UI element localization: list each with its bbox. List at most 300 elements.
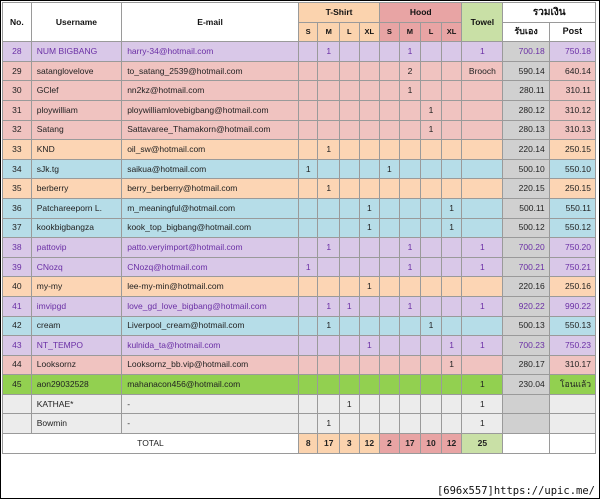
row-total-post: 250.16 xyxy=(549,277,595,297)
row-tshirt-s xyxy=(298,238,318,258)
header-tshirt: T-Shirt xyxy=(298,3,379,23)
row-number: 33 xyxy=(3,140,32,160)
hood-size-m: M xyxy=(399,22,421,42)
row-total-self xyxy=(503,394,549,414)
row-email: oil_sw@hotmail.com xyxy=(122,140,299,160)
row-tshirt-xl xyxy=(359,296,380,316)
row-hood-l xyxy=(421,238,442,258)
total-tshirt-l: 3 xyxy=(340,434,360,454)
row-tshirt-l xyxy=(340,81,360,101)
row-tshirt-m: 1 xyxy=(318,414,340,434)
row-number: 42 xyxy=(3,316,32,336)
row-towel xyxy=(462,277,503,297)
row-tshirt-l xyxy=(340,218,360,238)
row-total-post: 250.15 xyxy=(549,179,595,199)
row-total-self: 220.14 xyxy=(503,140,549,160)
tshirt-size-xl: XL xyxy=(359,22,380,42)
row-hood-xl: 1 xyxy=(441,355,462,375)
row-tshirt-xl xyxy=(359,316,380,336)
row-tshirt-m xyxy=(318,355,340,375)
row-tshirt-s xyxy=(298,316,318,336)
row-tshirt-m xyxy=(318,61,340,81)
row-total-post: 750.18 xyxy=(549,42,595,62)
row-hood-xl xyxy=(441,296,462,316)
row-number: 41 xyxy=(3,296,32,316)
table-body xyxy=(3,42,596,434)
row-hood-l xyxy=(421,140,442,160)
row-total-self: 500.11 xyxy=(503,198,549,218)
row-hood-xl xyxy=(441,61,462,81)
row-hood-l xyxy=(421,414,442,434)
row-tshirt-xl xyxy=(359,61,380,81)
row-email: Looksornz_bb.vip@hotmail.com xyxy=(122,355,299,375)
row-hood-s xyxy=(380,355,400,375)
row-username: CNozq xyxy=(31,257,121,277)
row-hood-m: 1 xyxy=(399,257,421,277)
row-hood-xl xyxy=(441,375,462,395)
row-total-self: 280.11 xyxy=(503,81,549,101)
row-number: 32 xyxy=(3,120,32,140)
row-number: 43 xyxy=(3,336,32,356)
table-row xyxy=(3,336,596,356)
row-username: pattovip xyxy=(31,238,121,258)
row-hood-l xyxy=(421,61,442,81)
row-towel xyxy=(462,140,503,160)
row-hood-s xyxy=(380,277,400,297)
header-towel: Towel xyxy=(462,3,503,42)
row-towel xyxy=(462,198,503,218)
row-tshirt-xl: 1 xyxy=(359,336,380,356)
row-username: Patchareeporn L. xyxy=(31,198,121,218)
row-number: 38 xyxy=(3,238,32,258)
row-number: 31 xyxy=(3,100,32,120)
row-hood-l: 1 xyxy=(421,316,442,336)
row-hood-l xyxy=(421,81,442,101)
row-total-post: 750.20 xyxy=(549,238,595,258)
row-email: kulnida_ta@hotmail.com xyxy=(122,336,299,356)
row-total-post: 550.12 xyxy=(549,218,595,238)
row-hood-l xyxy=(421,296,442,316)
row-towel: Brooch xyxy=(462,61,503,81)
total-empty-post xyxy=(549,434,595,454)
row-tshirt-l xyxy=(340,42,360,62)
header-post: Post xyxy=(549,22,595,42)
row-tshirt-xl xyxy=(359,81,380,101)
header-no: No. xyxy=(3,3,32,42)
table-row xyxy=(3,100,596,120)
row-hood-s xyxy=(380,414,400,434)
row-total-self xyxy=(503,414,549,434)
row-number: 45 xyxy=(3,375,32,395)
row-username: KATHAE* xyxy=(31,394,121,414)
row-tshirt-m xyxy=(318,257,340,277)
row-hood-s xyxy=(380,238,400,258)
row-tshirt-m xyxy=(318,100,340,120)
row-tshirt-l xyxy=(340,198,360,218)
row-total-post: 310.11 xyxy=(549,81,595,101)
row-hood-s xyxy=(380,296,400,316)
header-username: Username xyxy=(31,3,121,42)
row-hood-m xyxy=(399,277,421,297)
row-total-post: โอนแล้ว xyxy=(549,375,595,395)
row-email: saikua@hotmail.com xyxy=(122,159,299,179)
row-hood-m xyxy=(399,316,421,336)
row-username: cream xyxy=(31,316,121,336)
row-tshirt-l xyxy=(340,61,360,81)
totals-row xyxy=(3,434,596,454)
row-hood-m xyxy=(399,355,421,375)
row-username: Satang xyxy=(31,120,121,140)
row-hood-s xyxy=(380,394,400,414)
row-total-self: 700.21 xyxy=(503,257,549,277)
row-total-self: 280.12 xyxy=(503,100,549,120)
row-hood-xl xyxy=(441,394,462,414)
row-hood-s xyxy=(380,179,400,199)
row-username: imvipgd xyxy=(31,296,121,316)
header-receive-self: รับเอง xyxy=(503,22,549,42)
row-tshirt-s xyxy=(298,120,318,140)
row-total-post: 310.13 xyxy=(549,120,595,140)
row-tshirt-m xyxy=(318,198,340,218)
row-email: kook_top_bigbang@hotmail.com xyxy=(122,218,299,238)
row-tshirt-xl: 1 xyxy=(359,198,380,218)
table-row xyxy=(3,296,596,316)
row-hood-xl xyxy=(441,120,462,140)
row-total-post: 750.21 xyxy=(549,257,595,277)
row-hood-xl xyxy=(441,179,462,199)
row-number: 35 xyxy=(3,179,32,199)
row-email: lee-my-min@hotmail.com xyxy=(122,277,299,297)
row-tshirt-s: 1 xyxy=(298,159,318,179)
row-hood-s xyxy=(380,336,400,356)
row-tshirt-s xyxy=(298,355,318,375)
table-row xyxy=(3,140,596,160)
row-tshirt-l xyxy=(340,179,360,199)
row-hood-m xyxy=(399,375,421,395)
row-total-post: 640.14 xyxy=(549,61,595,81)
row-number xyxy=(3,414,32,434)
row-tshirt-xl xyxy=(359,414,380,434)
row-tshirt-xl xyxy=(359,257,380,277)
table-row xyxy=(3,355,596,375)
row-number: 39 xyxy=(3,257,32,277)
row-hood-l xyxy=(421,375,442,395)
table-row xyxy=(3,414,596,434)
table-header xyxy=(3,3,596,42)
tshirt-size-s: S xyxy=(298,22,318,42)
row-username: GClef xyxy=(31,81,121,101)
row-total-self: 220.15 xyxy=(503,179,549,199)
row-total-post: 550.13 xyxy=(549,316,595,336)
row-hood-m xyxy=(399,179,421,199)
total-tshirt-xl: 12 xyxy=(359,434,380,454)
row-hood-l xyxy=(421,218,442,238)
row-hood-xl xyxy=(441,42,462,62)
row-tshirt-s xyxy=(298,140,318,160)
row-email: ploywilliamlovebigbang@hotmail.com xyxy=(122,100,299,120)
row-hood-l xyxy=(421,159,442,179)
row-email: CNozq@hotmail.com xyxy=(122,257,299,277)
row-username: sJk.tg xyxy=(31,159,121,179)
row-towel xyxy=(462,81,503,101)
row-email: Sattavaree_Thamakorn@hotmail.com xyxy=(122,120,299,140)
row-hood-s xyxy=(380,198,400,218)
row-tshirt-s xyxy=(298,61,318,81)
row-tshirt-xl xyxy=(359,394,380,414)
row-hood-s xyxy=(380,42,400,62)
row-number xyxy=(3,394,32,414)
row-username: ploywilliam xyxy=(31,100,121,120)
row-tshirt-m: 1 xyxy=(318,296,340,316)
row-username: my-my xyxy=(31,277,121,297)
row-email: nn2kz@hotmail.com xyxy=(122,81,299,101)
row-total-self: 700.23 xyxy=(503,336,549,356)
watermark: [696x557]https://upic.me/ xyxy=(436,485,595,497)
row-hood-l xyxy=(421,257,442,277)
row-hood-m xyxy=(399,120,421,140)
row-hood-s: 1 xyxy=(380,159,400,179)
row-hood-l xyxy=(421,42,442,62)
tshirt-size-m: M xyxy=(318,22,340,42)
row-tshirt-l xyxy=(340,414,360,434)
row-total-self: 700.18 xyxy=(503,42,549,62)
hood-size-l: L xyxy=(421,22,442,42)
row-username: NUM BIGBANG xyxy=(31,42,121,62)
row-hood-s xyxy=(380,218,400,238)
header-hood: Hood xyxy=(380,3,462,23)
row-hood-m xyxy=(399,159,421,179)
row-total-post: 550.11 xyxy=(549,198,595,218)
row-tshirt-m xyxy=(318,159,340,179)
row-hood-xl xyxy=(441,238,462,258)
row-hood-xl xyxy=(441,414,462,434)
row-email: m_meaningful@hotmail.com xyxy=(122,198,299,218)
row-tshirt-l xyxy=(340,159,360,179)
row-username: aon29032528 xyxy=(31,375,121,395)
row-hood-xl xyxy=(441,316,462,336)
row-hood-m: 1 xyxy=(399,81,421,101)
row-number: 29 xyxy=(3,61,32,81)
table-row xyxy=(3,316,596,336)
row-hood-m xyxy=(399,414,421,434)
row-number: 44 xyxy=(3,355,32,375)
row-hood-l: 1 xyxy=(421,120,442,140)
row-hood-s xyxy=(380,140,400,160)
row-towel: 1 xyxy=(462,257,503,277)
row-towel xyxy=(462,218,503,238)
row-tshirt-m xyxy=(318,375,340,395)
total-tshirt-m: 17 xyxy=(318,434,340,454)
table-row xyxy=(3,179,596,199)
row-total-self: 500.10 xyxy=(503,159,549,179)
row-tshirt-m xyxy=(318,218,340,238)
row-total-post: 750.23 xyxy=(549,336,595,356)
tshirt-size-l: L xyxy=(340,22,360,42)
row-username: Bowmin xyxy=(31,414,121,434)
row-hood-m xyxy=(399,394,421,414)
row-hood-m: 2 xyxy=(399,61,421,81)
row-tshirt-m: 1 xyxy=(318,238,340,258)
total-empty-self xyxy=(503,434,549,454)
row-hood-l xyxy=(421,277,442,297)
totals-label: TOTAL xyxy=(3,434,299,454)
row-tshirt-s xyxy=(298,336,318,356)
row-hood-l: 1 xyxy=(421,100,442,120)
row-towel: 1 xyxy=(462,414,503,434)
total-hood-m: 17 xyxy=(399,434,421,454)
hood-size-xl: XL xyxy=(441,22,462,42)
row-tshirt-s xyxy=(298,198,318,218)
row-tshirt-xl xyxy=(359,140,380,160)
row-towel: 1 xyxy=(462,238,503,258)
hood-size-s: S xyxy=(380,22,400,42)
row-hood-s xyxy=(380,100,400,120)
table-row xyxy=(3,42,596,62)
row-total-self: 700.20 xyxy=(503,238,549,258)
row-tshirt-l xyxy=(340,238,360,258)
row-towel: 1 xyxy=(462,42,503,62)
row-tshirt-l xyxy=(340,336,360,356)
row-tshirt-m xyxy=(318,394,340,414)
row-tshirt-s: 1 xyxy=(298,257,318,277)
row-hood-xl xyxy=(441,100,462,120)
header-total-thai: รวมเงิน xyxy=(503,3,596,23)
row-tshirt-s xyxy=(298,375,318,395)
row-towel xyxy=(462,316,503,336)
row-tshirt-l xyxy=(340,140,360,160)
row-towel: 1 xyxy=(462,296,503,316)
row-tshirt-xl xyxy=(359,100,380,120)
row-tshirt-m xyxy=(318,277,340,297)
row-hood-l xyxy=(421,394,442,414)
row-tshirt-l: 1 xyxy=(340,296,360,316)
total-hood-l: 10 xyxy=(421,434,442,454)
row-number: 36 xyxy=(3,198,32,218)
row-towel: 1 xyxy=(462,336,503,356)
row-hood-m: 1 xyxy=(399,42,421,62)
row-username: kookbigbangza xyxy=(31,218,121,238)
total-hood-xl: 12 xyxy=(441,434,462,454)
row-tshirt-xl xyxy=(359,159,380,179)
table-row xyxy=(3,257,596,277)
row-towel xyxy=(462,159,503,179)
row-email: - xyxy=(122,394,299,414)
row-email: harry-34@hotmail.com xyxy=(122,42,299,62)
row-tshirt-l xyxy=(340,257,360,277)
row-hood-xl xyxy=(441,277,462,297)
row-tshirt-l xyxy=(340,277,360,297)
header-email: E-mail xyxy=(122,3,299,42)
total-tshirt-s: 8 xyxy=(298,434,318,454)
row-number: 30 xyxy=(3,81,32,101)
row-total-post xyxy=(549,414,595,434)
row-email: mahanacon456@hotmail.com xyxy=(122,375,299,395)
row-hood-xl xyxy=(441,81,462,101)
row-hood-m xyxy=(399,140,421,160)
row-tshirt-m: 1 xyxy=(318,42,340,62)
row-email: berry_berberry@hotmail.com xyxy=(122,179,299,199)
table-row xyxy=(3,394,596,414)
row-hood-s xyxy=(380,81,400,101)
row-number: 40 xyxy=(3,277,32,297)
row-total-post: 310.17 xyxy=(549,355,595,375)
row-towel xyxy=(462,355,503,375)
row-hood-s xyxy=(380,375,400,395)
row-tshirt-xl xyxy=(359,375,380,395)
row-tshirt-s xyxy=(298,414,318,434)
row-username: satanglovelove xyxy=(31,61,121,81)
row-username: Looksornz xyxy=(31,355,121,375)
row-total-post: 550.10 xyxy=(549,159,595,179)
row-hood-m: 1 xyxy=(399,296,421,316)
row-total-post: 250.15 xyxy=(549,140,595,160)
row-username: NT_TEMPO xyxy=(31,336,121,356)
row-towel: 1 xyxy=(462,375,503,395)
row-hood-s xyxy=(380,257,400,277)
row-hood-xl xyxy=(441,159,462,179)
table-row xyxy=(3,198,596,218)
row-hood-m xyxy=(399,218,421,238)
total-hood-s: 2 xyxy=(380,434,400,454)
row-tshirt-s xyxy=(298,394,318,414)
row-hood-s xyxy=(380,61,400,81)
row-total-post: 990.22 xyxy=(549,296,595,316)
row-tshirt-xl xyxy=(359,238,380,258)
row-total-self: 280.13 xyxy=(503,120,549,140)
row-tshirt-s xyxy=(298,81,318,101)
row-total-self: 590.14 xyxy=(503,61,549,81)
row-tshirt-l xyxy=(340,100,360,120)
row-tshirt-l xyxy=(340,120,360,140)
table-row xyxy=(3,61,596,81)
row-tshirt-l xyxy=(340,355,360,375)
row-tshirt-m: 1 xyxy=(318,179,340,199)
row-tshirt-m: 1 xyxy=(318,140,340,160)
row-total-self: 280.17 xyxy=(503,355,549,375)
row-tshirt-m xyxy=(318,81,340,101)
row-total-self: 230.04 xyxy=(503,375,549,395)
row-number: 37 xyxy=(3,218,32,238)
row-hood-xl: 1 xyxy=(441,336,462,356)
row-tshirt-xl xyxy=(359,42,380,62)
row-hood-s xyxy=(380,120,400,140)
row-email: to_satang_2539@hotmail.com xyxy=(122,61,299,81)
row-tshirt-m: 1 xyxy=(318,316,340,336)
row-tshirt-xl: 1 xyxy=(359,277,380,297)
row-total-self: 920.22 xyxy=(503,296,549,316)
row-username: berberry xyxy=(31,179,121,199)
order-table xyxy=(2,2,596,454)
row-tshirt-s xyxy=(298,277,318,297)
table-row xyxy=(3,81,596,101)
row-email: love_gd_love_bigbang@hotmail.com xyxy=(122,296,299,316)
row-number: 28 xyxy=(3,42,32,62)
row-hood-m: 1 xyxy=(399,238,421,258)
row-number: 34 xyxy=(3,159,32,179)
row-hood-xl: 1 xyxy=(441,218,462,238)
row-tshirt-xl xyxy=(359,179,380,199)
table-row xyxy=(3,218,596,238)
row-total-self: 500.13 xyxy=(503,316,549,336)
table-row xyxy=(3,159,596,179)
row-tshirt-xl xyxy=(359,120,380,140)
row-hood-l xyxy=(421,355,442,375)
row-hood-m xyxy=(399,198,421,218)
row-total-post xyxy=(549,394,595,414)
row-tshirt-s xyxy=(298,218,318,238)
row-tshirt-s xyxy=(298,100,318,120)
table-row xyxy=(3,120,596,140)
